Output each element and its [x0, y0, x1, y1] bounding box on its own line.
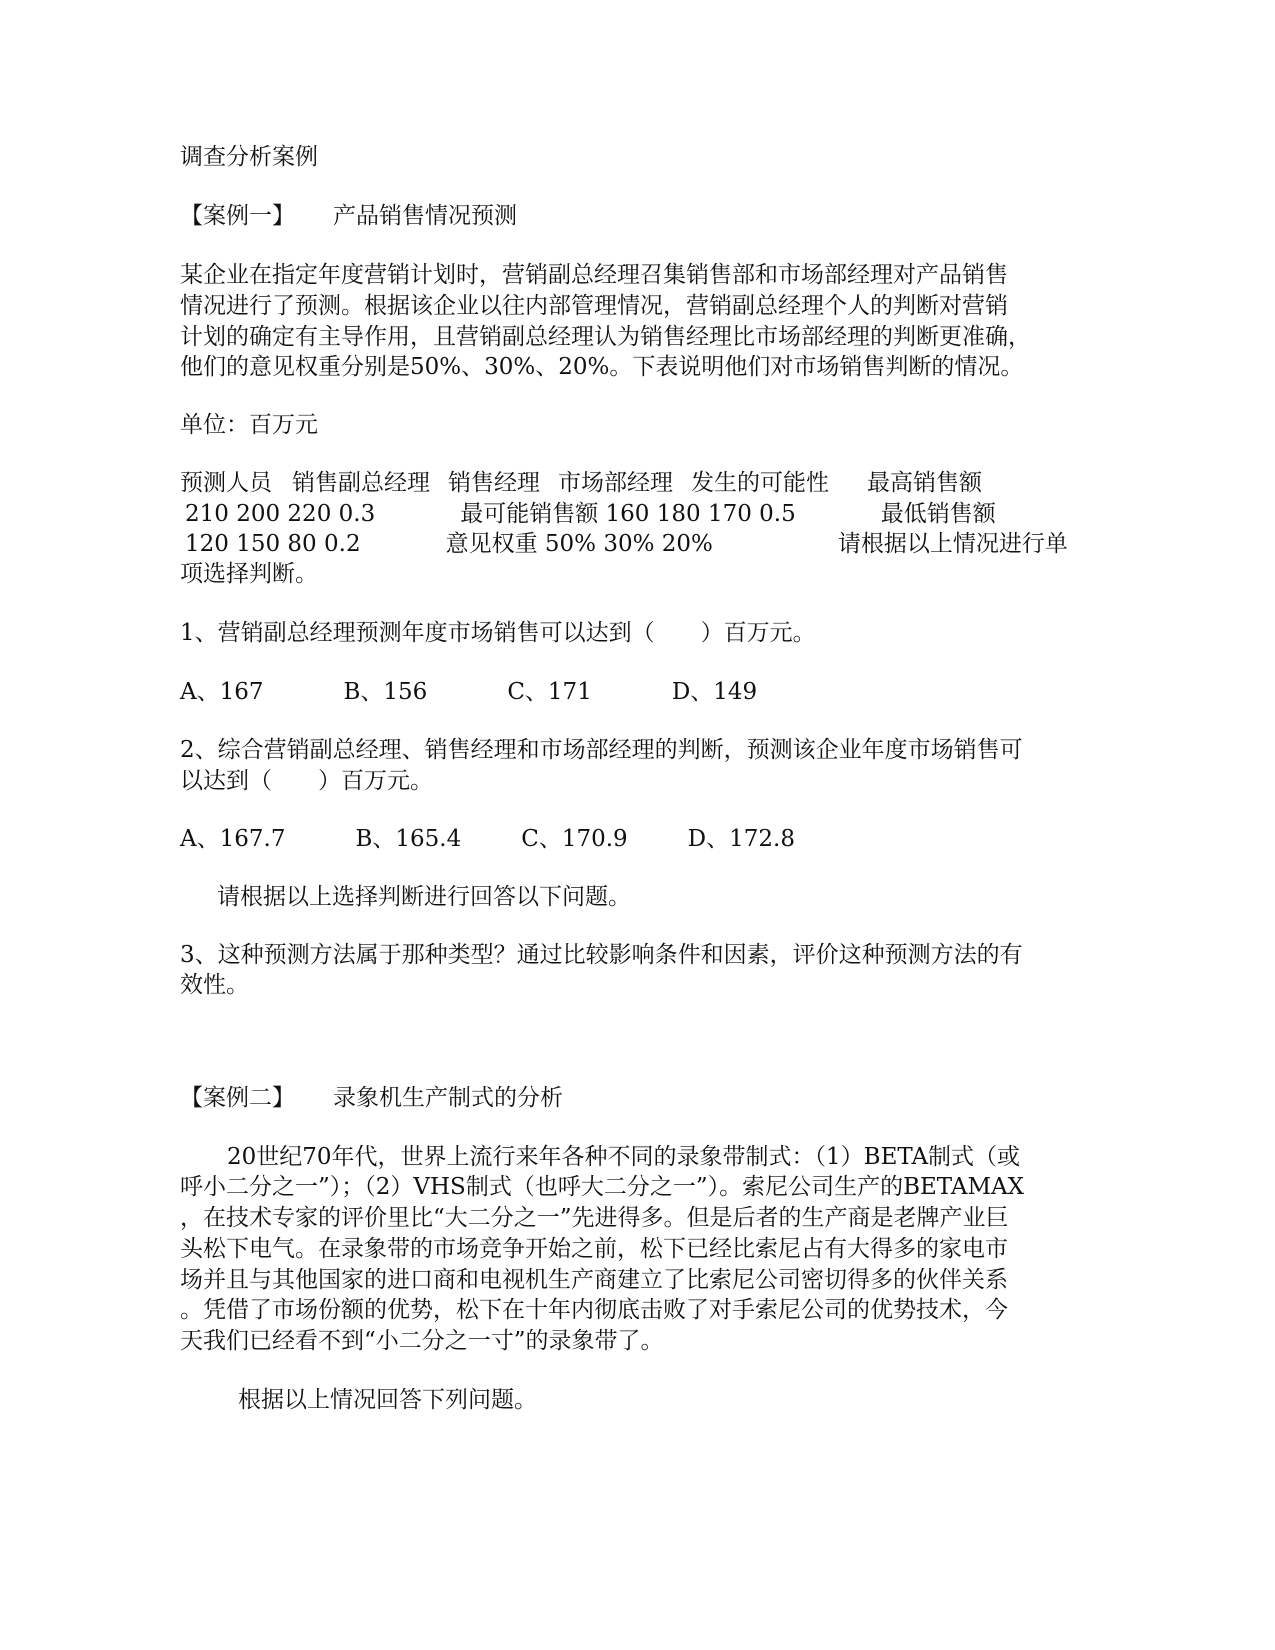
table-line-3 [185, 529, 1068, 560]
case2-body-line: ，在技术专家的评价里比“大二分之一”先进得多。但是后者的生产商是老牌产业巨 [180, 1205, 1009, 1231]
unit-label: 单位：百万元 [180, 412, 318, 438]
question-1: 1、营销副总经理预测年度市场销售可以达到（ ）百万元。 [180, 620, 816, 646]
table-row-weights: 意见权重 50% 30% 20% [445, 531, 713, 557]
case1-heading-tag: 【案例一】 [180, 203, 295, 229]
document-title: 调查分析案例 [180, 144, 318, 170]
table-line-2 [185, 499, 996, 530]
table-row-highest: 最高销售额 [867, 470, 982, 496]
instruction-fragment: 请根据以上情况进行单 [837, 531, 1068, 557]
option-a: A、167 [180, 679, 264, 705]
case2-heading-title: 录象机生产制式的分析 [333, 1085, 563, 1111]
table-line-1 [180, 468, 982, 499]
case2-heading [180, 1083, 563, 1114]
option-c: C、170.9 [521, 826, 628, 852]
case1-intro-line: 某企业在指定年度营销计划时，营销副总经理召集销售部和市场部经理对产品销售 [180, 262, 1008, 288]
table-header-vp-sales: 销售副总经理 [292, 470, 430, 496]
option-a: A、167.7 [180, 826, 286, 852]
option-c: C、171 [507, 679, 592, 705]
case1-heading [180, 201, 517, 232]
question-2-line: 2、综合营销副总经理、销售经理和市场部经理的判断，预测该企业年度市场销售可 [180, 737, 1023, 763]
case2-body-line: 天我们已经看不到“小二分之一寸”的录象带了。 [180, 1328, 664, 1354]
table-header-forecaster: 预测人员 [180, 470, 272, 496]
table-header-probability: 发生的可能性 [691, 470, 829, 496]
case2-closing: 根据以上情况回答下列问题。 [238, 1387, 537, 1413]
question-2-options [180, 824, 795, 855]
case2-body-line: 20世纪70年代，世界上流行来年各种不同的录象带制式：（1）BETA制式（或 [227, 1144, 1021, 1170]
table-row-most-likely: 最可能销售额 160 180 170 0.5 [460, 501, 796, 527]
case1-intro-line: 情况进行了预测。根据该企业以往内部管理情况，营销副总经理个人的判断对营销 [180, 293, 1008, 319]
case2-body-line: 。凭借了市场份额的优势，松下在十年内彻底击败了对手索尼公司的优势技术，今 [180, 1297, 1008, 1323]
question-3-line: 效性。 [180, 972, 249, 998]
case1-heading-title: 产品销售情况预测 [333, 203, 517, 229]
table-values-lowest: 120 150 80 0.2 [185, 531, 361, 557]
case1-intro-line: 计划的确定有主导作用，且营销副总经理认为销售经理比市场部经理的判断更准确， [180, 324, 1031, 350]
case2-heading-tag: 【案例二】 [180, 1085, 295, 1111]
question-3-line: 3、这种预测方法属于那种类型？通过比较影响条件和因素，评价这种预测方法的有 [180, 942, 1023, 968]
question-1-options [180, 677, 757, 708]
instruction-text: 请根据以上选择判断进行回答以下问题。 [217, 884, 631, 910]
case2-body-line: 头松下电气。在录象带的市场竞争开始之前，松下已经比索尼占有大得多的家电市 [180, 1236, 1008, 1262]
table-values-highest: 210 200 220 0.3 [185, 501, 376, 527]
question-2-line: 以达到（ ）百万元。 [180, 768, 433, 794]
case2-body-line: 呼小二分之一”）；（2）VHS制式（也呼大二分之一”）。索尼公司生产的BETAMAX [180, 1174, 1024, 1200]
option-b: B、165.4 [355, 826, 462, 852]
table-header-sales-manager: 销售经理 [448, 470, 540, 496]
case2-body-line: 场并且与其他国家的进口商和电视机生产商建立了比索尼公司密切得多的伙伴关系 [180, 1267, 1008, 1293]
option-d: D、149 [671, 679, 758, 705]
case1-intro-line: 他们的意见权重分别是50%、30%、20%。下表说明他们对市场销售判断的情况。 [180, 354, 1024, 380]
table-header-market-manager: 市场部经理 [558, 470, 673, 496]
option-b: B、156 [343, 679, 428, 705]
table-line-4: 项选择判断。 [180, 561, 318, 587]
table-row-lowest: 最低销售额 [880, 501, 996, 527]
option-d: D、172.8 [687, 826, 795, 852]
